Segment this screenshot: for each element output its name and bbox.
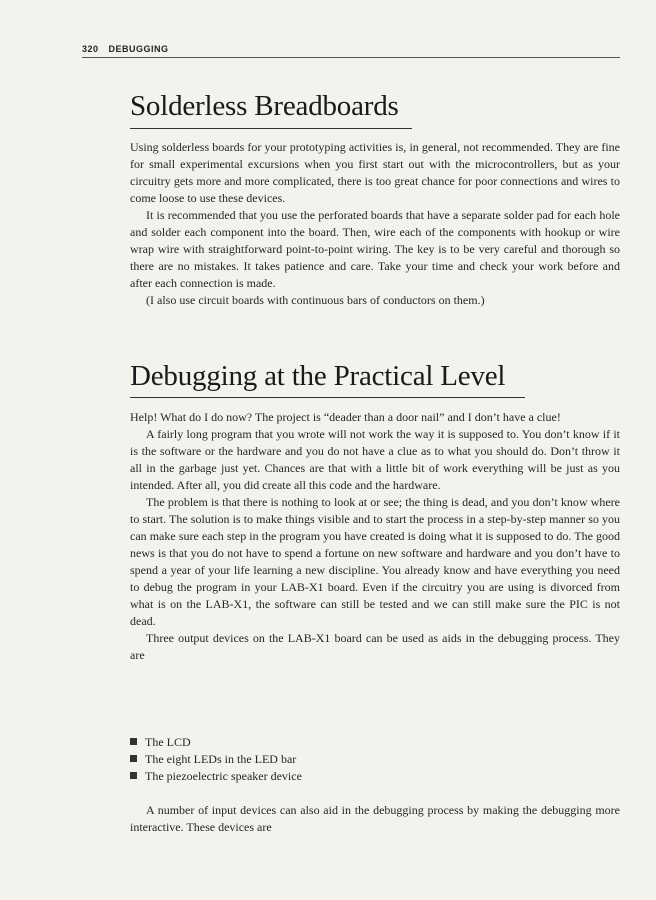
bullet-square-icon [130,738,137,745]
paragraph: Three output devices on the LAB-X1 board can be used as aids in the debugging process. They are [130,631,620,662]
page-number: 320 [82,44,99,54]
section-title-debugging-practical: Debugging at the Practical Level [130,360,506,392]
paragraph: It is recommended that you use the perforated boards that have a separate solder pad for each hole and solder each component into the board. Then, wire each of the components with hookup or wire wrap wire with straightforward point-to-point wiring. The key is to be very careful and thorough so there are no mistakes. It takes patience and care. Take your time and check your work before and after each connection is made. [130,208,620,290]
section-title-underline [130,397,525,398]
paragraph: Using solderless boards for your prototyping activities is, in general, not recommended. They are fine for small experimental excursions when you first start out with the microcontrollers, but as your circuitry gets more and more complicated, there is too great chance for poor connections and wires to come loose to use these devices. [130,140,620,205]
section-title-solderless-breadboards: Solderless Breadboards [130,90,399,122]
list-item: The piezoelectric speaker device [130,768,620,785]
paragraph: The problem is that there is nothing to look at or see; the thing is dead, and you don’t know where to start. The solution is to make things visible and to start the process in a step-by-step manner so you can make sure each step in the program you have created is doing what it is supposed to do. The good news is that you do not have to spend a fortune on new software and hardware and you don’t have to spend a year of your life learning a new discipline. You already know and have everything you need to debug the program in your LAB-X1 board. Even if the circuitry you are using is divorced from what is on the LAB-X1, the software can still be tested and we can still make sure the PIC is not dead. [130,495,620,628]
list-item: The LCD [130,734,620,751]
header-rule [82,57,620,58]
bullet-square-icon [130,755,137,762]
running-head [82,44,620,54]
output-devices-list [130,734,620,785]
paragraph: Help! What do I do now? The project is “deader than a door nail” and I don’t have a clue! [130,410,561,424]
paragraph: A fairly long program that you wrote will not work the way it is supposed to. You don’t know if it is the software or the hardware and you do not have a clue as to what you should do. Don’t throw it all in the garbage just yet. Chances are that with a little bit of work everything will be just as you intended. After all, you did create all this code and the hardware. [130,427,620,492]
bullet-square-icon [130,772,137,779]
paragraph: (I also use circuit boards with continuous bars of conductors on them.) [146,293,485,307]
section-body-debugging [130,409,620,664]
list-item: The eight LEDs in the LED bar [130,751,620,768]
paragraph: A number of input devices can also aid in the debugging process by making the debugging more interactive. These devices are [130,803,620,834]
closing-paragraph-block [130,802,620,836]
section-title-underline [130,128,412,129]
section-body-solderless [130,139,620,309]
running-title: DEBUGGING [108,44,169,54]
